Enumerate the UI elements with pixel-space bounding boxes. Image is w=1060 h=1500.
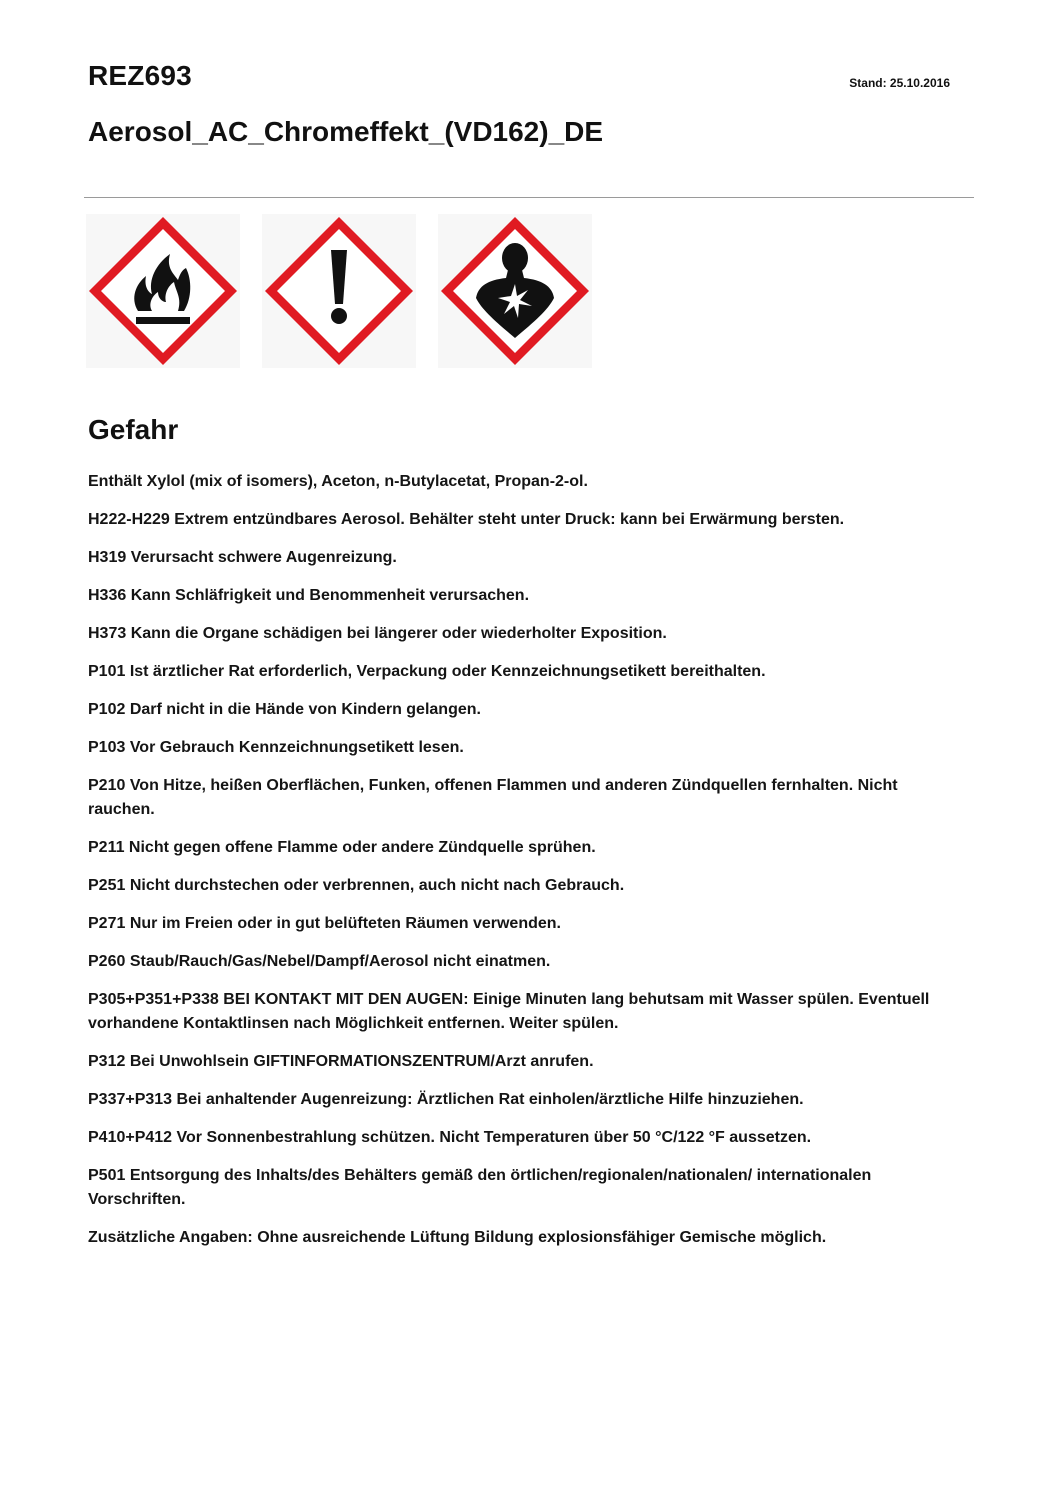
- hazard-statements: [88, 470, 968, 1264]
- statement-p101: P101 Ist ärztlicher Rat erforderlich, Verpackung oder Kennzeichnungsetikett bereithalten.: [88, 663, 766, 680]
- ghs-flame-icon: [86, 214, 240, 368]
- statement-h373: H373 Kann die Organe schädigen bei längerer oder wiederholter Exposition.: [88, 625, 667, 642]
- statement-h319: H319 Verursacht schwere Augenreizung.: [88, 549, 397, 566]
- document-code: REZ693: [88, 60, 192, 91]
- statement-p251: P251 Nicht durchstechen oder verbrennen, auch nicht nach Gebrauch.: [88, 877, 625, 894]
- statement-p211: P211 Nicht gegen offene Flamme oder andere Zündquelle sprühen.: [88, 839, 596, 856]
- document-title: Aerosol_AC_Chromeffekt_(VD162)_DE: [88, 116, 604, 147]
- statement-p337-p313: P337+P313 Bei anhaltender Augenreizung: Ärztlichen Rat einholen/ärztliche Hilfe hinzuziehen.: [88, 1091, 804, 1108]
- statement-p102: P102 Darf nicht in die Hände von Kindern gelangen.: [88, 701, 481, 718]
- statement-p305-p351-p338: P305+P351+P338 BEI KONTAKT MIT DEN AUGEN: Einige Minuten lang behutsam mit Wasser spülen. Eventuell vorhandene Kontaktlinsen nach Möglichkeit entfernen. Weiter spülen.: [88, 991, 930, 1032]
- statement-p312: P312 Bei Unwohlsein GIFTINFORMATIONSZENTRUM/Arzt anrufen.: [88, 1053, 594, 1070]
- statement-contains: Enthält Xylol (mix of isomers), Aceton, n-Butylacetat, Propan-2-ol.: [88, 473, 588, 490]
- statement-additional-info: Zusätzliche Angaben: Ohne ausreichende Lüftung Bildung explosionsfähiger Gemische möglich.: [88, 1229, 827, 1246]
- header-divider: [84, 197, 974, 198]
- statement-p210: P210 Von Hitze, heißen Oberflächen, Funken, offenen Flammen und anderen Zündquellen fernhalten. Nicht rauchen.: [88, 777, 898, 818]
- statement-p271: P271 Nur im Freien oder in gut belüfteten Räumen verwenden.: [88, 915, 561, 932]
- statement-p103: P103 Vor Gebrauch Kennzeichnungsetikett lesen.: [88, 739, 464, 756]
- statement-h222-h229: H222-H229 Extrem entzündbares Aerosol. Behälter steht unter Druck: kann bei Erwärmung bersten.: [88, 511, 845, 528]
- statement-h336: H336 Kann Schläfrigkeit und Benommenheit verursachen.: [88, 587, 530, 604]
- hazard-pictograms: [86, 214, 592, 368]
- ghs-exclamation-icon: [262, 214, 416, 368]
- statement-p260: P260 Staub/Rauch/Gas/Nebel/Dampf/Aerosol nicht einatmen.: [88, 953, 551, 970]
- statement-p410-p412: P410+P412 Vor Sonnenbestrahlung schützen. Nicht Temperaturen über 50 °C/122 °F aussetzen.: [88, 1129, 812, 1146]
- signal-word: Gefahr: [88, 414, 179, 445]
- ghs-health-hazard-icon: [438, 214, 592, 368]
- statement-p501: P501 Entsorgung des Inhalts/des Behälters gemäß den örtlichen/regionalen/nationalen/ internationalen Vorschriften.: [88, 1167, 872, 1208]
- document-date: Stand: 25.10.2016: [849, 76, 950, 90]
